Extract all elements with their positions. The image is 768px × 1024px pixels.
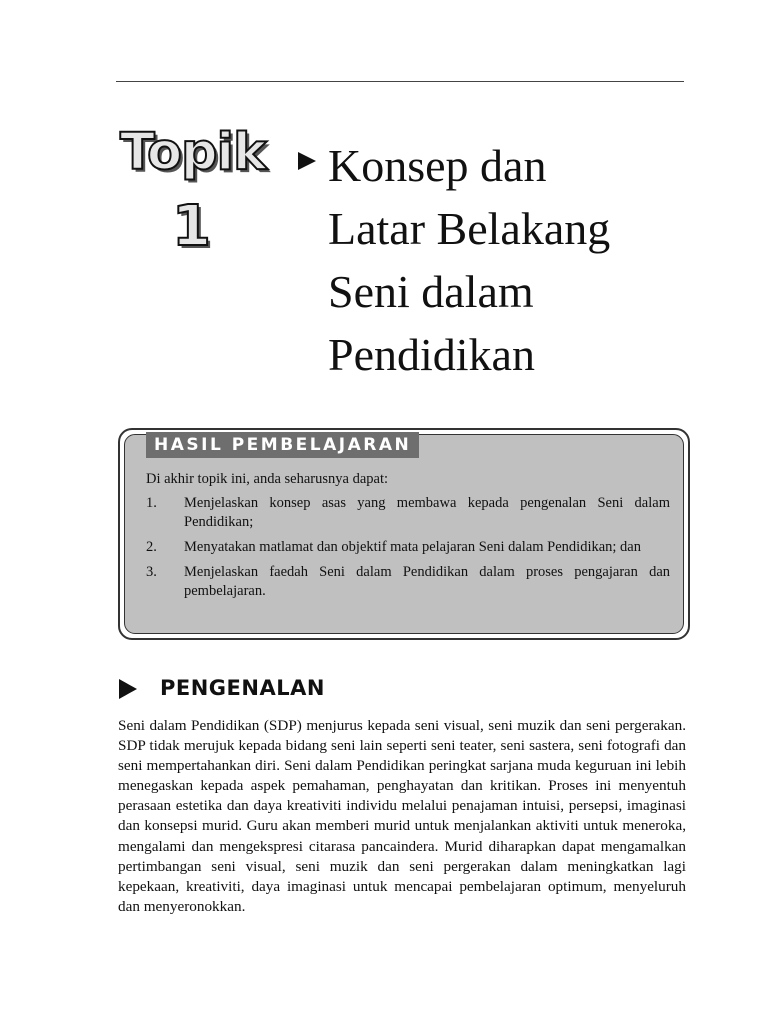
list-item-number: 3. — [146, 564, 157, 580]
right-triangle-icon — [118, 678, 138, 700]
list-item-text: Menjelaskan konsep asas yang membawa kepada pengenalan Seni dalam Pendidikan; — [184, 495, 670, 530]
list-item-number: 1. — [146, 495, 157, 511]
list-item-text: Menjelaskan faedah Seni dalam Pendidikan dalam proses pengajaran dan pembelajaran. — [184, 564, 670, 599]
chapter-title-line-4: Pendidikan — [328, 329, 535, 380]
top-rule — [116, 81, 684, 82]
section-paragraph: Seni dalam Pendidikan (SDP) menjurus kepada seni visual, seni muzik dan seni pergerakan. SDP tidak merujuk kepada bidang seni lain seperti seni teater, seni sastera, seni fotografi dan seni mempertahankan diri. Seni dalam Pendidikan peringkat sarjana muda keguruan ini lebih menegaskan kepada aspek pemahaman, penghayatan dan kritikan. Proses ini menyentuh perasaan estetika dan daya kreativiti individu melalui penajaman intuisi, persepsi, imaginasi dan konsepsi murid. Guru akan memberi murid untuk menjalankan aktiviti untuk meneroka, mengalami dan mengekspresi citarasa pancaindera. Murid diharapkan dapat mengamalkan pertimbangan seni visual, seni muzik dan seni pergerakan dalam meningkatkan lagi kepekaan, kreativiti, daya imaginasi untuk mencapai pembelajaran optimum, menyeluruh dan menyeronokkan. — [118, 717, 686, 915]
list-item-text: Menyatakan matlamat dan objektif mata pelajaran Seni dalam Pendidikan; dan — [184, 539, 641, 555]
title-arrow-icon — [296, 150, 318, 172]
chapter-title-line-2: Latar Belakang — [328, 203, 611, 254]
chapter-number: 1 — [172, 194, 211, 259]
learning-outcomes-header: HASIL PEMBELAJARAN — [146, 432, 419, 458]
chapter-title — [328, 134, 688, 386]
chapter-title-line-3: Seni dalam — [328, 266, 534, 317]
chapter-label: Topik — [120, 123, 266, 182]
list-item — [146, 563, 670, 601]
chapter-title-line-1: Konsep dan — [328, 140, 547, 191]
list-item-number: 2. — [146, 539, 157, 555]
learning-outcomes-intro: Di akhir topik ini, anda seharusnya dapat: — [146, 471, 389, 487]
list-item — [146, 494, 670, 532]
learning-outcomes-list — [146, 494, 670, 607]
list-item — [146, 538, 670, 557]
section-heading: PENGENALAN — [160, 676, 325, 700]
